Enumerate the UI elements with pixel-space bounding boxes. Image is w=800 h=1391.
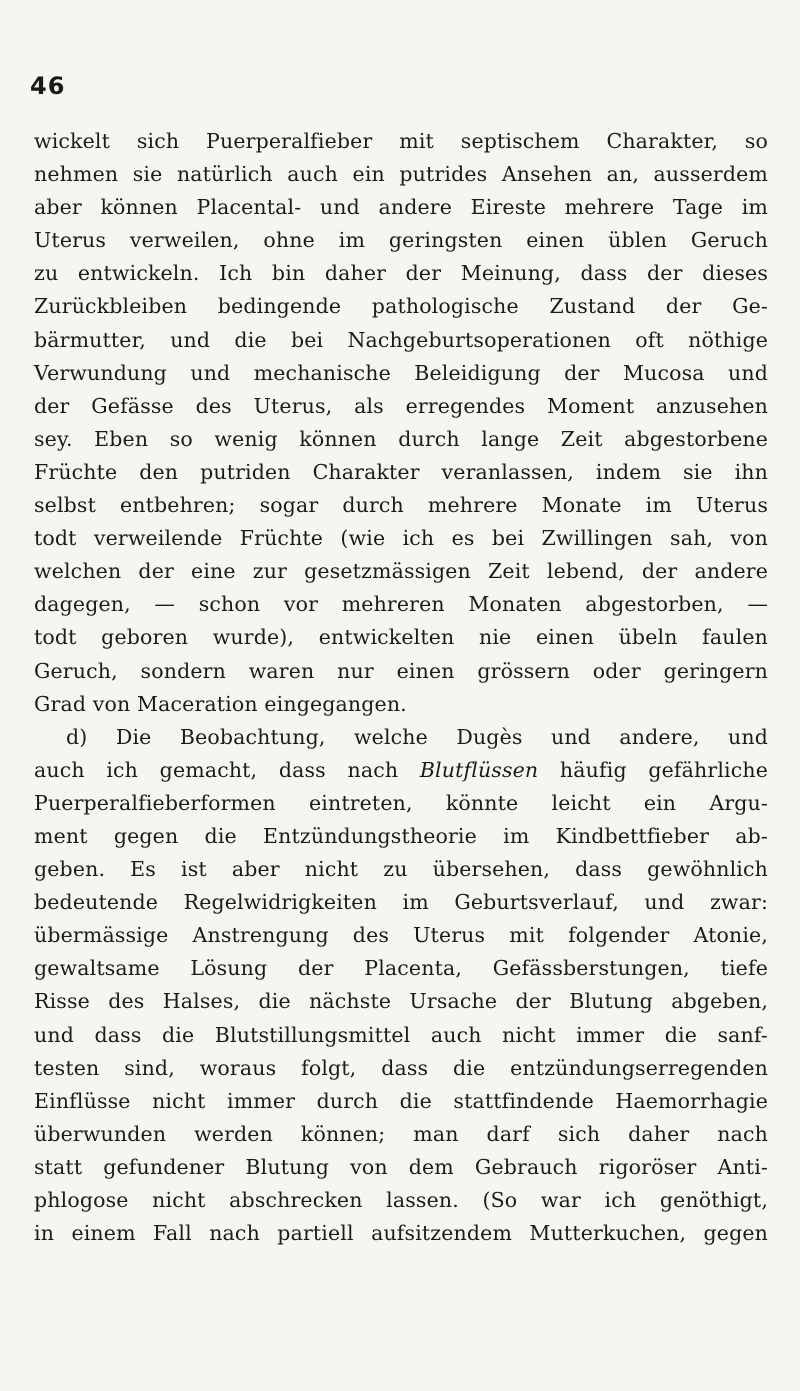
text-line: testen sind, woraus folgt, dass die entzündungserregenden <box>34 1055 768 1080</box>
text-line: dagegen, — schon vor mehreren Monaten abgestorben, — <box>34 592 768 617</box>
text-line: Verwundung und mechanische Beleidigung der Mucosa und <box>34 360 768 385</box>
text-line: Uterus verweilen, ohne im geringsten einen üblen Geruch <box>34 228 768 253</box>
text-line: geben. Es ist aber nicht zu übersehen, dass gewöhnlich <box>34 857 768 882</box>
text-line: überwunden werden können; man darf sich daher nach <box>34 1121 768 1146</box>
text-line: todt verweilende Früchte (wie ich es bei Zwillingen sah, von <box>34 526 768 551</box>
text-line: nehmen sie natürlich auch ein putrides Ansehen an, ausserdem <box>34 162 768 187</box>
text-line: todt geboren wurde), entwickelten nie einen übeln faulen <box>34 625 768 650</box>
page-number: 46 <box>30 72 66 100</box>
text-fragment: auch ich gemacht, dass nach <box>34 757 420 782</box>
text-line: ment gegen die Entzündungstheorie im Kindbettfieber ab- <box>34 823 768 848</box>
text-line: Geruch, sondern waren nur einen grössern oder geringern <box>34 658 768 683</box>
text-line: welchen der eine zur gesetzmässigen Zeit lebend, der andere <box>34 559 768 584</box>
text-line: Zurückbleiben bedingende pathologische Zustand der Ge- <box>34 294 768 319</box>
text-line: Puerperalfieberformen eintreten, könnte leicht ein Argu- <box>34 790 768 815</box>
text-line: zu entwickeln. Ich bin daher der Meinung, dass der dieses <box>34 261 768 286</box>
text-line: wickelt sich Puerperalfieber mit septischem Charakter, so <box>34 129 768 153</box>
text-line: Einflüsse nicht immer durch die stattfindende Haemorrhagie <box>34 1088 768 1113</box>
text-line: gewaltsame Lösung der Placenta, Gefässberstungen, tiefe <box>34 956 768 981</box>
text-line: Grad von Maceration eingegangen. <box>34 691 407 716</box>
text-line-with-emphasis <box>34 754 768 787</box>
text-fragment: häufig gefährliche <box>538 757 768 782</box>
text-line: phlogose nicht abschrecken lassen. (So war ich genöthigt, <box>34 1188 768 1212</box>
text-line: der Gefässe des Uterus, als erregendes Moment anzusehen <box>34 393 768 418</box>
text-line: übermässige Anstrengung des Uterus mit folgender Atonie, <box>34 923 768 948</box>
text-line: selbst entbehren; sogar durch mehrere Monate im Uterus <box>34 493 768 518</box>
text-line: Risse des Halses, die nächste Ursache der Blutung abgeben, <box>34 989 768 1014</box>
text-line: in einem Fall nach partiell aufsitzendem Mutterkuchen, gegen <box>34 1221 768 1246</box>
text-line: bärmutter, und die bei Nachgeburtsoperationen oft nöthige <box>34 327 768 352</box>
emphasis-text: Blutflüssen <box>419 757 539 782</box>
body-text <box>34 125 768 1250</box>
text-line: aber können Placental- und andere Eireste mehrere Tage im <box>34 195 768 220</box>
text-line: statt gefundener Blutung von dem Gebrauch rigoröser Anti- <box>34 1154 768 1179</box>
text-line: sey. Eben so wenig können durch lange Zeit abgestorbene <box>34 426 768 451</box>
text-line: Früchte den putriden Charakter veranlassen, indem sie ihn <box>34 459 768 484</box>
text-line: d) Die Beobachtung, welche Dugès und andere, und <box>66 724 768 749</box>
text-line: und dass die Blutstillungsmittel auch nicht immer die sanf- <box>34 1022 768 1047</box>
text-line: bedeutende Regelwidrigkeiten im Geburtsverlauf, und zwar: <box>34 890 768 915</box>
